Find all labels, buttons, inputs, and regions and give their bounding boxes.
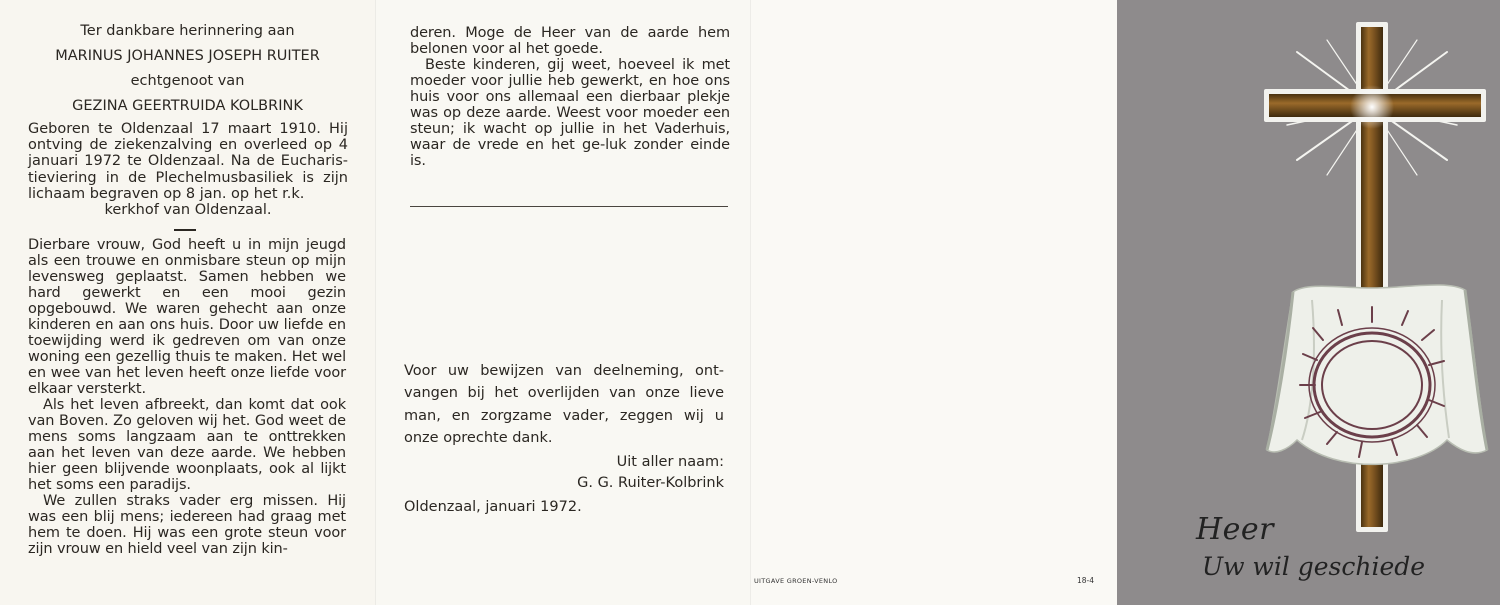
card-code: 18-4 [1077, 576, 1095, 585]
signature-block [404, 452, 724, 494]
fold-line [375, 0, 376, 605]
farewell-text [28, 237, 346, 557]
caption-line-2: Uw wil geschiede [1202, 552, 1426, 581]
farewell-paragraph-3: We zullen straks vader erg missen. Hij was een blij mens; iedereen had graag met hem te doen. Hij was een grote steun voor zijn vrouw en hield veel van zijn kin- [28, 493, 346, 557]
relation-label: echtgenoot van [130, 73, 245, 89]
birth-death-text: Geboren te Oldenzaal 17 maart 1910. Hij ontving de ziekenzalving en overleed op 4 januari 1972 te Oldenzaal. Na de Eucharis-tieviering in de Plechelmusbasiliek is zijn lichaam begraven op 8 jan. op het r.k. [28, 121, 348, 202]
farewell-paragraph-1: Dierbare vrouw, God heeft u in mijn jeugd als een trouwe en onmisbare steun op mijn levensweg geplaatst. Samen hebben we hard gewerkt en een mooi gezin opgebouwd. We waren gehecht aan onze kinderen en aan ons huis. Door uw liefde en toewijding werd ik gedreven om van onze woning een gezellig thuis te maken. Het wel en wee van het leven heeft onze liefde voor elkaar versterkt. [28, 237, 346, 397]
glow [1350, 85, 1394, 129]
publisher-imprint: UITGAVE GROEN-VENLO [754, 577, 838, 585]
deceased-name: MARINUS JOHANNES JOSEPH RUITER [55, 48, 320, 64]
burial-place: kerkhof van Oldenzaal. [104, 202, 272, 219]
spouse-name: GEZINA GEERTRUIDA KOLBRINK [72, 98, 303, 114]
intro-block [0, 22, 375, 122]
caption-line-1: Heer [1196, 512, 1275, 547]
place-date: Oldenzaal, januari 1972. [404, 499, 582, 515]
farewell-paragraph-2: Als het leven afbreekt, dan komt dat ook van Boven. Zo geloven wij het. God weet de mens soms langzaam aan te onttrekken aan het leven van deze aarde. We hebben hier geen blijvende woonplaats, ook al lijkt het soms een paradijs. [28, 397, 346, 493]
farewell-paragraph-5: Beste kinderen, gij weet, hoeveel ik met moeder voor jullie heb gewerkt, en hoe ons huis voor ons allemaal een dierbaar plekje was op deze aarde. Weest voor moeder een steun; ik wacht op jullie in het Vaderhuis, waar de vrede en het ge-luk zonder einde is. [410, 57, 730, 169]
intro-dedication: Ter dankbare herinnering aan [80, 23, 295, 39]
thanks-text: Voor uw bewijzen van deelneming, ont-vangen bij het overlijden van onze lieve man, en zorgzame vader, zeggen wij u onze oprechte dank. [404, 363, 724, 446]
signature-label: Uit aller naam: [616, 454, 724, 470]
farewell-paragraph-4: deren. Moge de Heer van de aarde hem belonen voor al het goede. [410, 25, 730, 57]
birth-death-details [28, 121, 348, 218]
cross-illustration [1117, 0, 1500, 605]
fold-line [750, 0, 751, 605]
divider-line [410, 206, 728, 207]
farewell-continuation [410, 25, 730, 169]
separator-dash [174, 229, 196, 231]
signature-name: G. G. Ruiter-Kolbrink [577, 475, 724, 491]
memorial-card-back [750, 0, 1117, 605]
